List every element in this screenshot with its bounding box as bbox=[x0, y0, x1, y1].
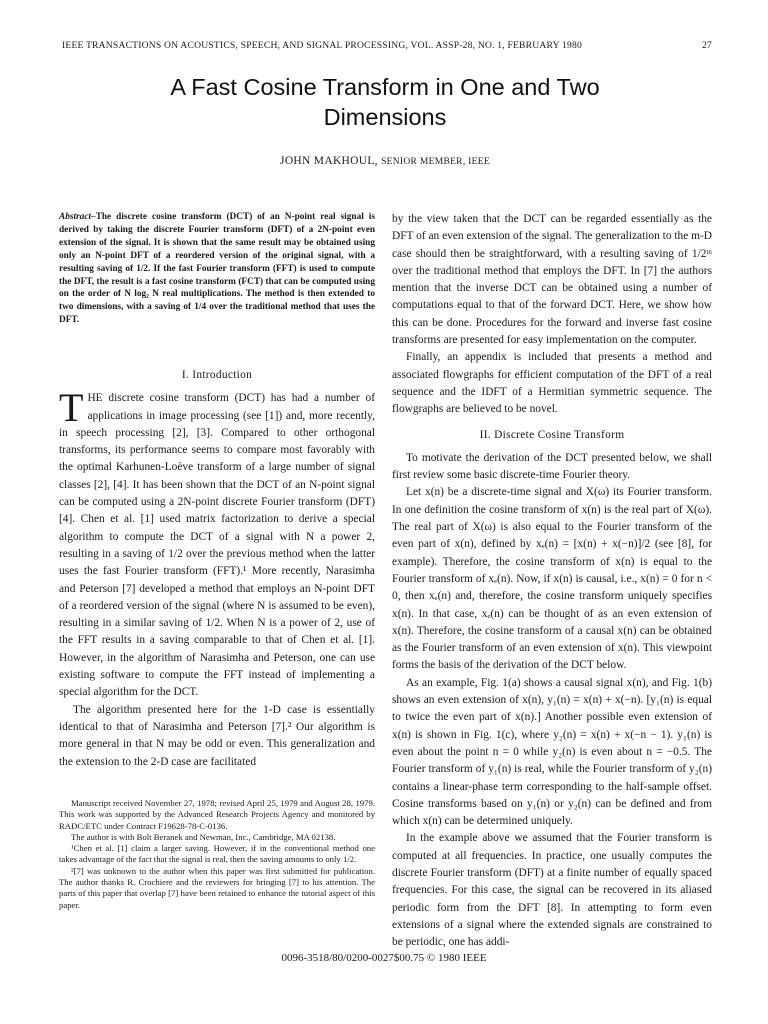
footnote-manuscript: Manuscript received November 27, 1978; revised April 25, 1979 and August 28, 1979. This work was supported by the Advanced Research Projects Agency and monitored by RADC/ETC under Contract F19628-78-C-0136. bbox=[59, 798, 375, 831]
author-line bbox=[60, 155, 710, 167]
right-paragraph-5: As an example, Fig. 1(a) shows a causal signal x(n), and Fig. 1(b) shows an even extension of x(n), y₁(n) = x(n) + x(−n). [y₁(n) is equal to twice the even part of x(n).] Another possible even extension of x(n) is shown in Fig. 1(c), where y₂(n) = x(n) + x(−n − 1). y₁(n) is even about the point n = 0 while y₂(n) is even about n = −0.5. The Fourier transform of y₁(n) is real, while the Fourier transform of y₂(n) contains a linear-phase term corresponding to the half-sample offset. Cosine transforms based on y₁(n) or y₂(n) can be defined and from which x(n) can be determined uniquely. bbox=[392, 676, 712, 828]
journal-citation: IEEE TRANSACTIONS ON ACOUSTICS, SPEECH, AND SIGNAL PROCESSING, VOL. ASSP-28, NO. 1, FEBRUARY 1980 bbox=[62, 40, 582, 51]
intro-paragraph-1 bbox=[59, 385, 375, 701]
section-heading-dct: II. Discrete Cosine Transform bbox=[479, 428, 625, 441]
author-name: JOHN MAKHOUL, bbox=[280, 155, 378, 167]
right-paragraph-6: In the example above we assumed that the Fourier transform is computed at all frequencies. In practice, one usually computes the discrete Fourier transform (DFT) at a finite number of equally spaced frequencies. For this case, the signal can be recovered in its aliased periodic form from the DFT [8]. In attempting to form even extensions of a signal where the extended signals are constrained to be periodic, one has addi- bbox=[392, 832, 712, 949]
footnote-2: ²[7] was unknown to the author when this paper was first submitted for publication. The author thanks R. Crochiere and the reviewers for bringing [7] to his attention. The parts of this paper that overlap [7] have been retained to enhance the tutorial aspect of this paper. bbox=[59, 865, 375, 910]
right-paragraph-1: by the view taken that the DCT can be regarded essentially as the DFT of an even extension of the signal. The generalization to the m-D case should then be straightforward, with a resulting saving of 1/2ᵐ over the traditional method that employs the DFT. In [7] the authors mention that the inverse DCT can be obtained using a number of computations equal to that of the forward DCT. Here, we show how this can be done. Procedures for the forward and inverse fast cosine transforms are presented for easy implementation on the computer. bbox=[392, 213, 713, 347]
right-column bbox=[392, 211, 712, 951]
left-column bbox=[59, 367, 375, 771]
abstract-lead: Abstract– bbox=[59, 212, 96, 222]
page-number: 27 bbox=[702, 40, 712, 51]
author-affiliation: SENIOR MEMBER, IEEE bbox=[381, 157, 490, 167]
abstract bbox=[59, 211, 375, 327]
footnotes bbox=[59, 798, 375, 911]
intro-paragraph-2: The algorithm presented here for the 1-D case is essentially identical to that of Narasimha and Peterson [7].² Our algorithm is more general in that N may be odd or even. This generalization and the extension to the 2-D case are facilitated bbox=[59, 703, 375, 768]
footnote-1: ¹Chen et al. [1] claim a larger saving. However, if in the conventional method one takes advantage of the fact that the signal is real, then the saving amounts to only 1/2. bbox=[59, 843, 375, 865]
abstract-text: The discrete cosine transform (DCT) of an N-point real signal is derived by taking the discrete Fourier transform (DFT) of a 2N-point even extension of the signal. It is shown that the same result may be obtained using only an N-point DFT of a reordered version of the original signal, with a resulting saving of 1/2. If the fast Fourier transform (FFT) is used to compute the DFT, the result is a fast cosine transform (FCT) that can be computed using on the order of N log₂ N real multiplications. The method is then extended to two dimensions, with a saving of 1/4 over the traditional method that uses the DFT. bbox=[59, 212, 375, 326]
title-line-2: Dimensions bbox=[323, 104, 447, 130]
footnote-author: The author is with Bolt Beranek and Newman, Inc., Cambridge, MA 02138. bbox=[71, 831, 336, 842]
paper-title bbox=[60, 72, 710, 132]
copyright-line: 0096-3518/80/0200-0027$00.75 © 1980 IEEE bbox=[281, 952, 487, 964]
right-paragraph-3: To motivate the derivation of the DCT presented below, we shall first review some basic discrete-time Fourier theory. bbox=[392, 451, 712, 482]
drop-cap: T bbox=[59, 385, 84, 431]
right-paragraph-2: Finally, an appendix is included that presents a method and associated flowgraphs for efficient computation of the DFT of a real sequence and the IDFT of a Hermitian symmetric sequence. The flowgraphs are believed to be novel. bbox=[392, 351, 712, 416]
intro-paragraph-1-text: HE discrete cosine transform (DCT) has had a number of applications in image processing (see [1]) and, more recently, in speech processing [2], [3]. Compared to other orthogonal transforms, its performance seems to compare most favorably with the optimal Karhunen-Loève transform of a large number of signal classes [2], [4]. It has been shown that the DCT of an N-point signal can be computed using a 2N-point discrete Fourier transform (DFT) [4]. Chen et al. [1] used matrix factorization to derive a special algorithm to compute the DCT of a signal with N a power 2, resulting in a saving of 1/2 over the previous method when the latter uses the fast Fourier transform (FFT).¹ More recently, Narasimha and Peterson [7] developed a method that employs an N-point DFT of a reordered version of the signal (where N is assumed to be even), resulting in a similar saving of 1/2. When N is a power of 2, use of the FFT results in a saving comparable to that of Chen et al. [1]. However, in the algorithm of Narasimha and Peterson, one can use existing software to compute the FFT instead of implementing a special algorithm for the DCT. bbox=[59, 392, 375, 699]
section-heading-introduction: I. Introduction bbox=[181, 369, 253, 381]
right-paragraph-4: Let x(n) be a discrete-time signal and X(ω) its Fourier transform. In one definition the cosine transform of x(n) is the real part of X(ω). The real part of X(ω) is also equal to the Fourier transform of the even part of x(n), defined by xₑ(n) = [x(n) + x(−n)]/2 (see [8], for example). Therefore, the cosine transform of x(n) is equal to the Fourier transform of xₑ(n). Now, if x(n) is causal, i.e., x(n) = 0 for n < 0, then xₑ(n) and, therefore, the cosine transform uniquely specifies x(n). In that case, xₑ(n) can be thought of as an even extension of x(n). Therefore, the cosine transform of a causal x(n) can be obtained as the Fourier transform of an even extension of x(n). This viewpoint forms the basis of the derivation of the DCT below. bbox=[392, 486, 712, 672]
running-head bbox=[62, 40, 712, 51]
title-line-1: A Fast Cosine Transform in One and Two bbox=[170, 74, 600, 100]
